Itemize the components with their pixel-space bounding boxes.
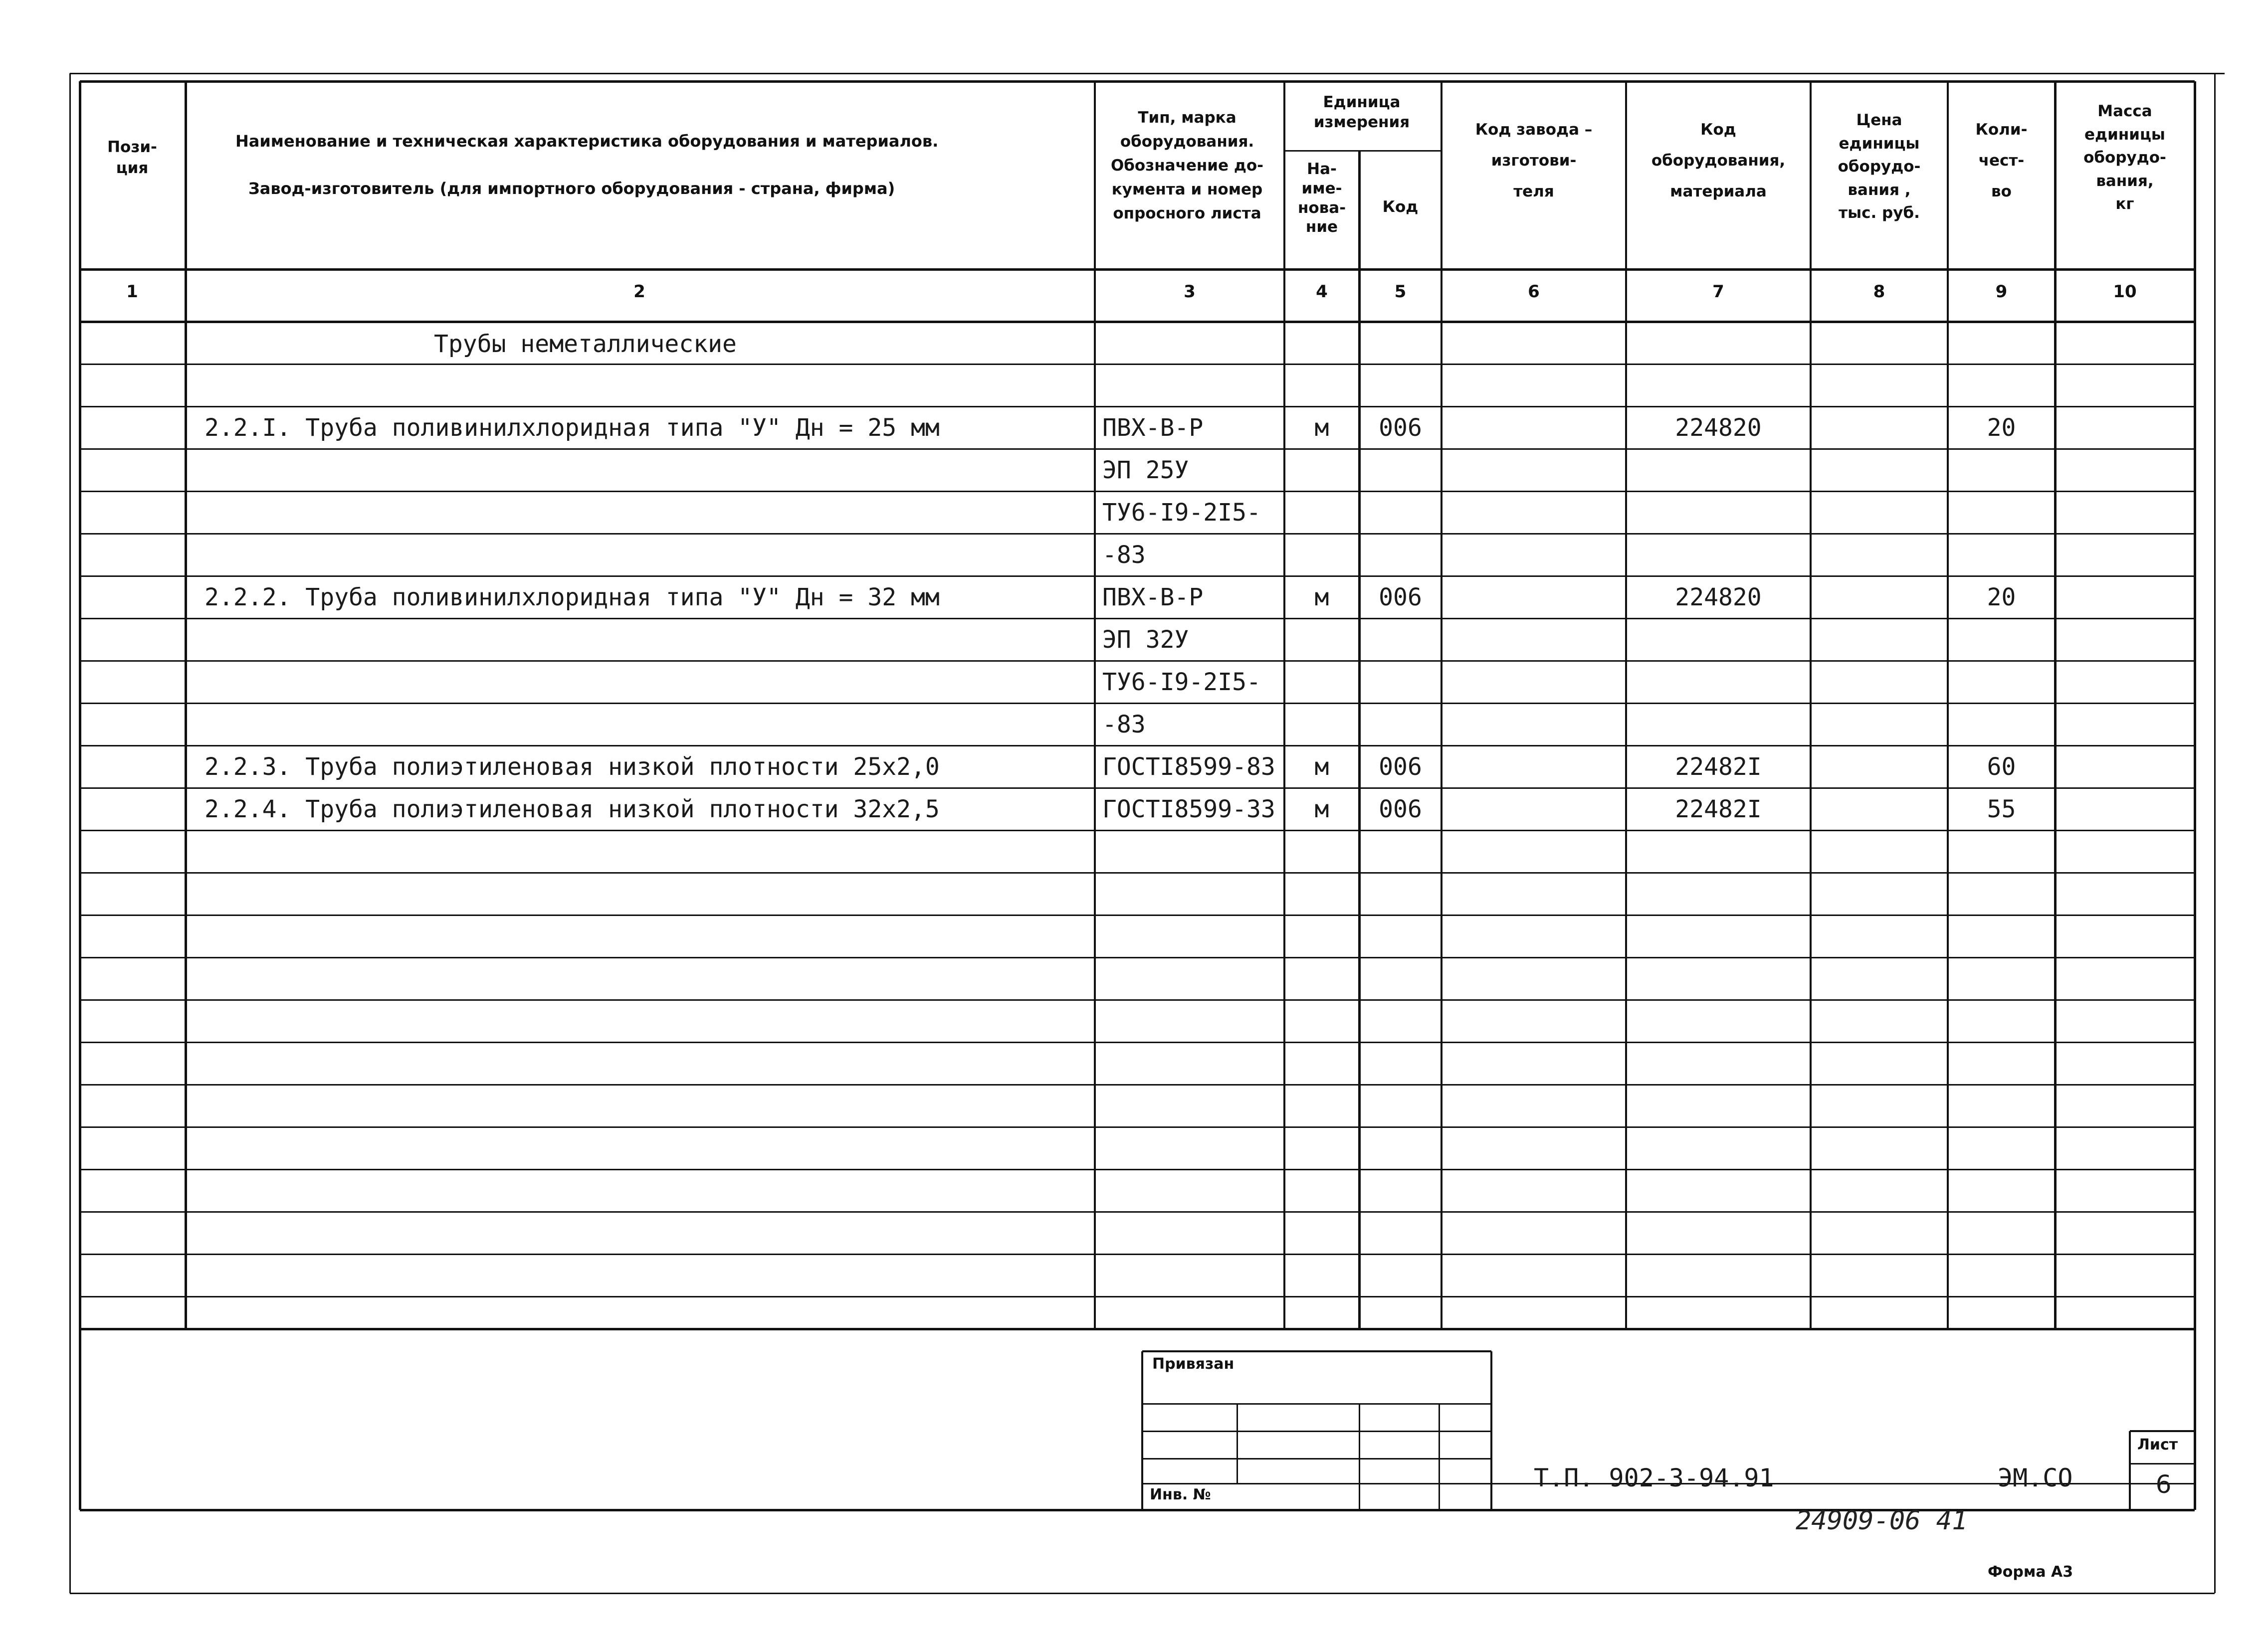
header-mass: Масса единицы оборудо- вания, кг — [2083, 102, 2166, 213]
item-type: ТУ6-I9-2I5- — [1102, 499, 1261, 527]
column-line — [1810, 81, 1812, 1329]
column-number-2: 2 — [633, 282, 645, 302]
sheet-border-bottom — [70, 1593, 2215, 1594]
item-quantity: 55 — [1987, 795, 2016, 823]
column-line — [2054, 81, 2057, 1329]
header-unit-name: На- име- нова- ние — [1297, 160, 1346, 236]
row-line — [80, 1169, 2195, 1170]
column-line — [1625, 81, 1627, 1329]
item-quantity: 20 — [1987, 414, 2016, 442]
item-quantity: 20 — [1987, 583, 2016, 611]
sheet-box-top — [2130, 1430, 2195, 1432]
column-number-9: 9 — [1995, 282, 2008, 302]
item-unit: м — [1314, 795, 1329, 823]
row-line — [80, 745, 2195, 746]
item-equipment-code: 22482I — [1675, 753, 1762, 781]
row-line — [80, 1211, 2195, 1213]
row-line — [80, 1126, 2195, 1128]
column-line — [1283, 81, 1285, 1329]
item-unit: м — [1314, 414, 1329, 442]
column-number-7: 7 — [1712, 282, 1724, 302]
sheet-label: Лист — [2137, 1436, 2178, 1454]
stamp-top — [1142, 1350, 1491, 1352]
stamp-col — [1237, 1404, 1238, 1483]
header-equipment-code: Код оборудования, материала — [1651, 121, 1786, 200]
column-number-8: 8 — [1873, 282, 1885, 302]
row-line — [80, 703, 2195, 704]
row-line — [80, 957, 2195, 958]
item-unit-code: 006 — [1379, 414, 1422, 442]
numbers-bottom — [80, 321, 2195, 323]
header-bottom — [80, 268, 2195, 271]
header-price: Цена единицы оборудо- вания , тыс. руб. — [1838, 111, 1921, 222]
format-label: Форма А3 — [1988, 1563, 2073, 1581]
row-line — [80, 1254, 2195, 1255]
header-unit-group: Единица измерения — [1313, 93, 1410, 132]
item-type: ПВХ-В-Р — [1102, 414, 1204, 442]
item-unit: м — [1314, 583, 1329, 611]
header-type: Тип, марка оборудования. Обозначение до- кумента и номер опросного листа — [1110, 109, 1264, 223]
frame-top — [80, 80, 2195, 83]
row-line — [80, 1084, 2195, 1086]
item-type: -83 — [1102, 541, 1146, 569]
item-equipment-code: 224820 — [1675, 583, 1762, 611]
item-type: ЭП 32У — [1102, 626, 1189, 654]
item-name: 2.2.4. Труба полиэтиленовая низкой плотности 32х2,5 — [205, 795, 940, 823]
row-line — [80, 1042, 2195, 1043]
item-unit-code: 006 — [1379, 753, 1422, 781]
item-type: ТУ6-I9-2I5- — [1102, 668, 1261, 696]
sheet-border-top — [70, 73, 2225, 74]
column-line — [185, 81, 187, 1329]
handwritten-number: 24909-06 41 — [1796, 1506, 1968, 1536]
stamp-col — [1439, 1404, 1440, 1510]
item-type: ЭП 25У — [1102, 456, 1189, 484]
row-line — [80, 448, 2195, 450]
body-bottom — [80, 1328, 2195, 1330]
document-code: Т.П. 902-3-94.91 — [1534, 1464, 1774, 1492]
column-line — [1441, 81, 1443, 1329]
inventory-label: Инв. № — [1150, 1486, 1211, 1503]
unit-group-split — [1284, 150, 1442, 152]
row-line — [80, 999, 2195, 1001]
item-equipment-code: 224820 — [1675, 414, 1762, 442]
document-suffix: ЭМ.СО — [1998, 1464, 2073, 1492]
row-line — [80, 406, 2195, 407]
item-equipment-code: 22482I — [1675, 795, 1762, 823]
column-number-5: 5 — [1394, 282, 1407, 302]
row-line — [80, 533, 2195, 535]
section-title: Трубы неметаллические — [434, 330, 737, 358]
column-number-1: 1 — [126, 282, 138, 302]
item-unit: м — [1314, 753, 1329, 781]
row-line — [80, 1296, 2195, 1297]
item-type: ГОСТI8599-33 — [1102, 795, 1275, 823]
row-line — [80, 787, 2195, 789]
item-name: 2.2.2. Труба поливинилхлоридная типа "У" Дн = 32 мм — [205, 583, 940, 611]
column-line — [1094, 81, 1096, 1329]
column-number-4: 4 — [1316, 282, 1328, 302]
column-number-10: 10 — [2113, 282, 2137, 302]
header-factory-code: Код завода – изготови- теля — [1475, 121, 1593, 200]
header-name-line1: Наименование и техническая характеристика оборудования и материалов. — [235, 132, 939, 151]
column-number-6: 6 — [1528, 282, 1540, 302]
sheet-box-left — [2129, 1431, 2131, 1510]
sheet-border-left — [69, 73, 71, 1593]
row-line — [80, 618, 2195, 619]
sheet-number: 6 — [2155, 1470, 2172, 1499]
header-unit-code: Код — [1382, 198, 1419, 216]
column-line — [1947, 81, 1949, 1329]
item-name: 2.2.I. Труба поливинилхлоридная типа "У" Дн = 25 мм — [205, 414, 940, 442]
row-line — [80, 491, 2195, 492]
item-type: ПВХ-В-Р — [1102, 583, 1204, 611]
row-line — [80, 872, 2195, 874]
column-line — [1358, 151, 1361, 1329]
sheet-box-split — [2130, 1463, 2195, 1465]
column-number-3: 3 — [1184, 282, 1196, 302]
bound-label: Привязан — [1152, 1355, 1235, 1373]
item-type: -83 — [1102, 711, 1146, 738]
item-type: ГОСТI8599-83 — [1102, 753, 1275, 781]
header-position: Пози- ция — [107, 138, 157, 177]
item-unit-code: 006 — [1379, 795, 1422, 823]
row-line — [80, 575, 2195, 577]
header-name-line2: Завод-изготовитель (для импортного оборудования - страна, фирма) — [248, 179, 895, 198]
row-line — [80, 364, 2195, 365]
row-line — [80, 830, 2195, 831]
item-name: 2.2.3. Труба полиэтиленовая низкой плотности 25х2,0 — [205, 753, 940, 781]
stamp-col — [1359, 1404, 1360, 1510]
row-line — [80, 660, 2195, 662]
header-quantity: Коли- чест- во — [1975, 121, 2028, 200]
item-unit-code: 006 — [1379, 583, 1422, 611]
item-quantity: 60 — [1987, 753, 2016, 781]
row-line — [80, 915, 2195, 916]
sheet-border-right — [2214, 73, 2216, 1593]
